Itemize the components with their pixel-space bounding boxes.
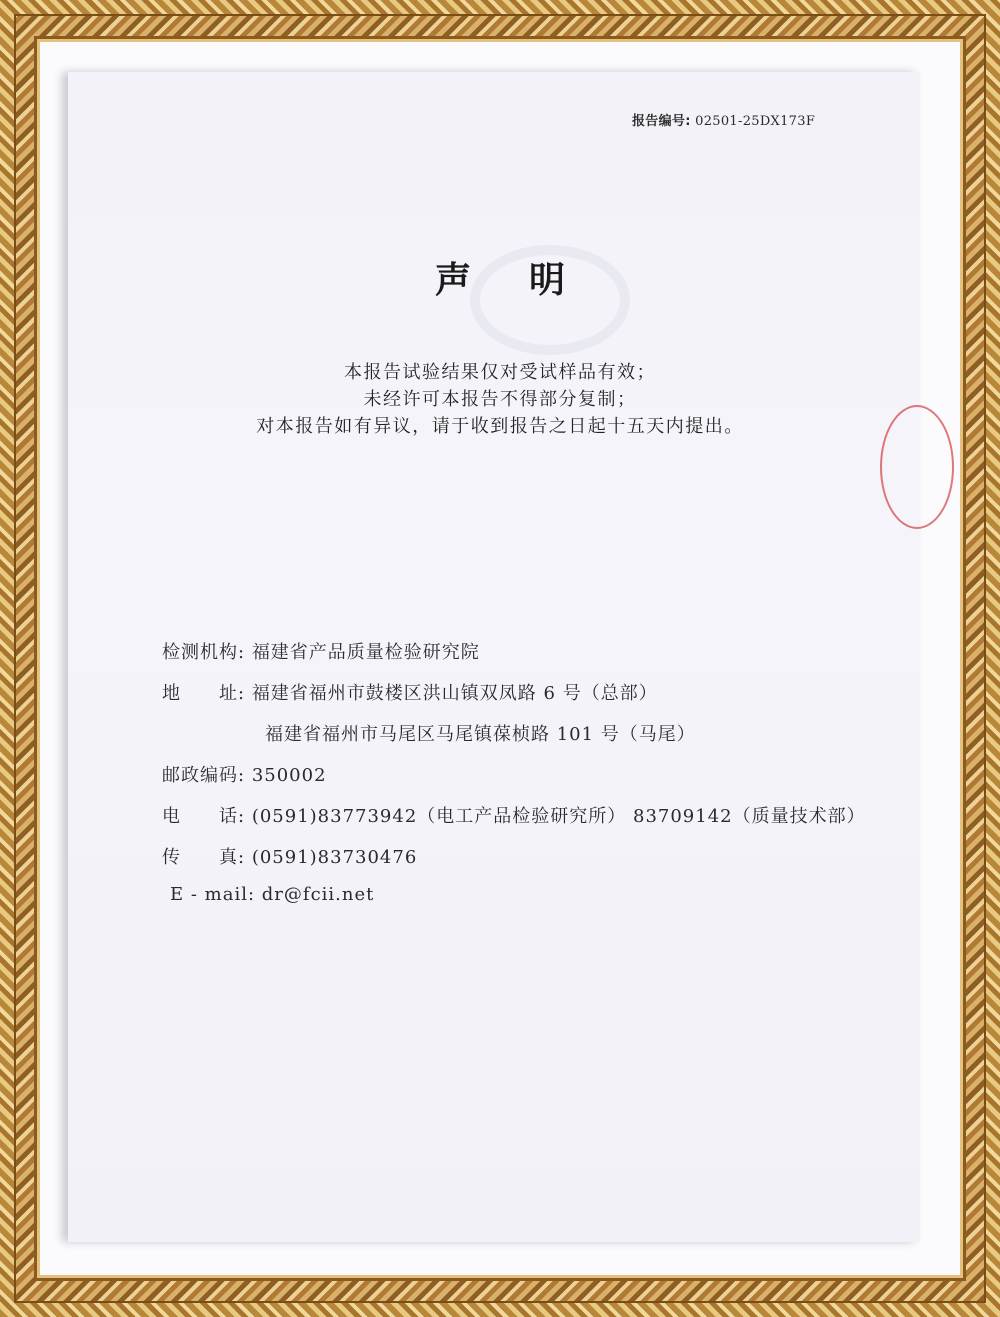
zip-value: 350002: [251, 765, 327, 786]
red-seal-stamp: [880, 405, 954, 529]
fax-row: [162, 843, 417, 869]
email-row: [170, 884, 374, 905]
email-value: dr@fcii.net: [261, 884, 375, 905]
org-value: 福建省产品质量检验研究院: [251, 642, 480, 663]
address-value-1: 福建省福州市鼓楼区洪山镇双凤路 6 号（总部）: [251, 683, 658, 704]
address-row-2: [265, 720, 696, 746]
tel-label: 电 话:: [162, 806, 246, 827]
address-value-2: 福建省福州市马尾区马尾镇葆桢路 101 号（马尾）: [265, 724, 696, 745]
report-number: [632, 110, 815, 129]
statement-line-1: 本报告试验结果仅对受试样品有效；: [344, 362, 656, 383]
statement-line-2: 未经许可本报告不得部分复制；: [363, 389, 637, 410]
tel-value: (0591)83773942（电工产品检验研究所） 83709142（质量技术部）: [251, 806, 866, 827]
report-number-value: 02501-25DX173F: [695, 114, 816, 129]
tel-row: [162, 802, 866, 828]
address-label: 地 址:: [162, 683, 246, 704]
zip-label: 邮政编码:: [162, 765, 246, 786]
page-title: 声明: [434, 259, 623, 301]
statement-line-3: 对本报告如有异议，请于收到报告之日起十五天内提出。: [256, 416, 744, 437]
report-number-label: 报告编号:: [632, 114, 691, 129]
org-label: 检测机构:: [162, 642, 246, 663]
fax-value: (0591)83730476: [251, 847, 418, 868]
email-label: E - mail:: [170, 884, 256, 905]
fax-label: 传 真:: [162, 847, 246, 868]
zip-row: [162, 761, 327, 787]
org-row: [162, 638, 480, 664]
address-row: [162, 679, 658, 705]
